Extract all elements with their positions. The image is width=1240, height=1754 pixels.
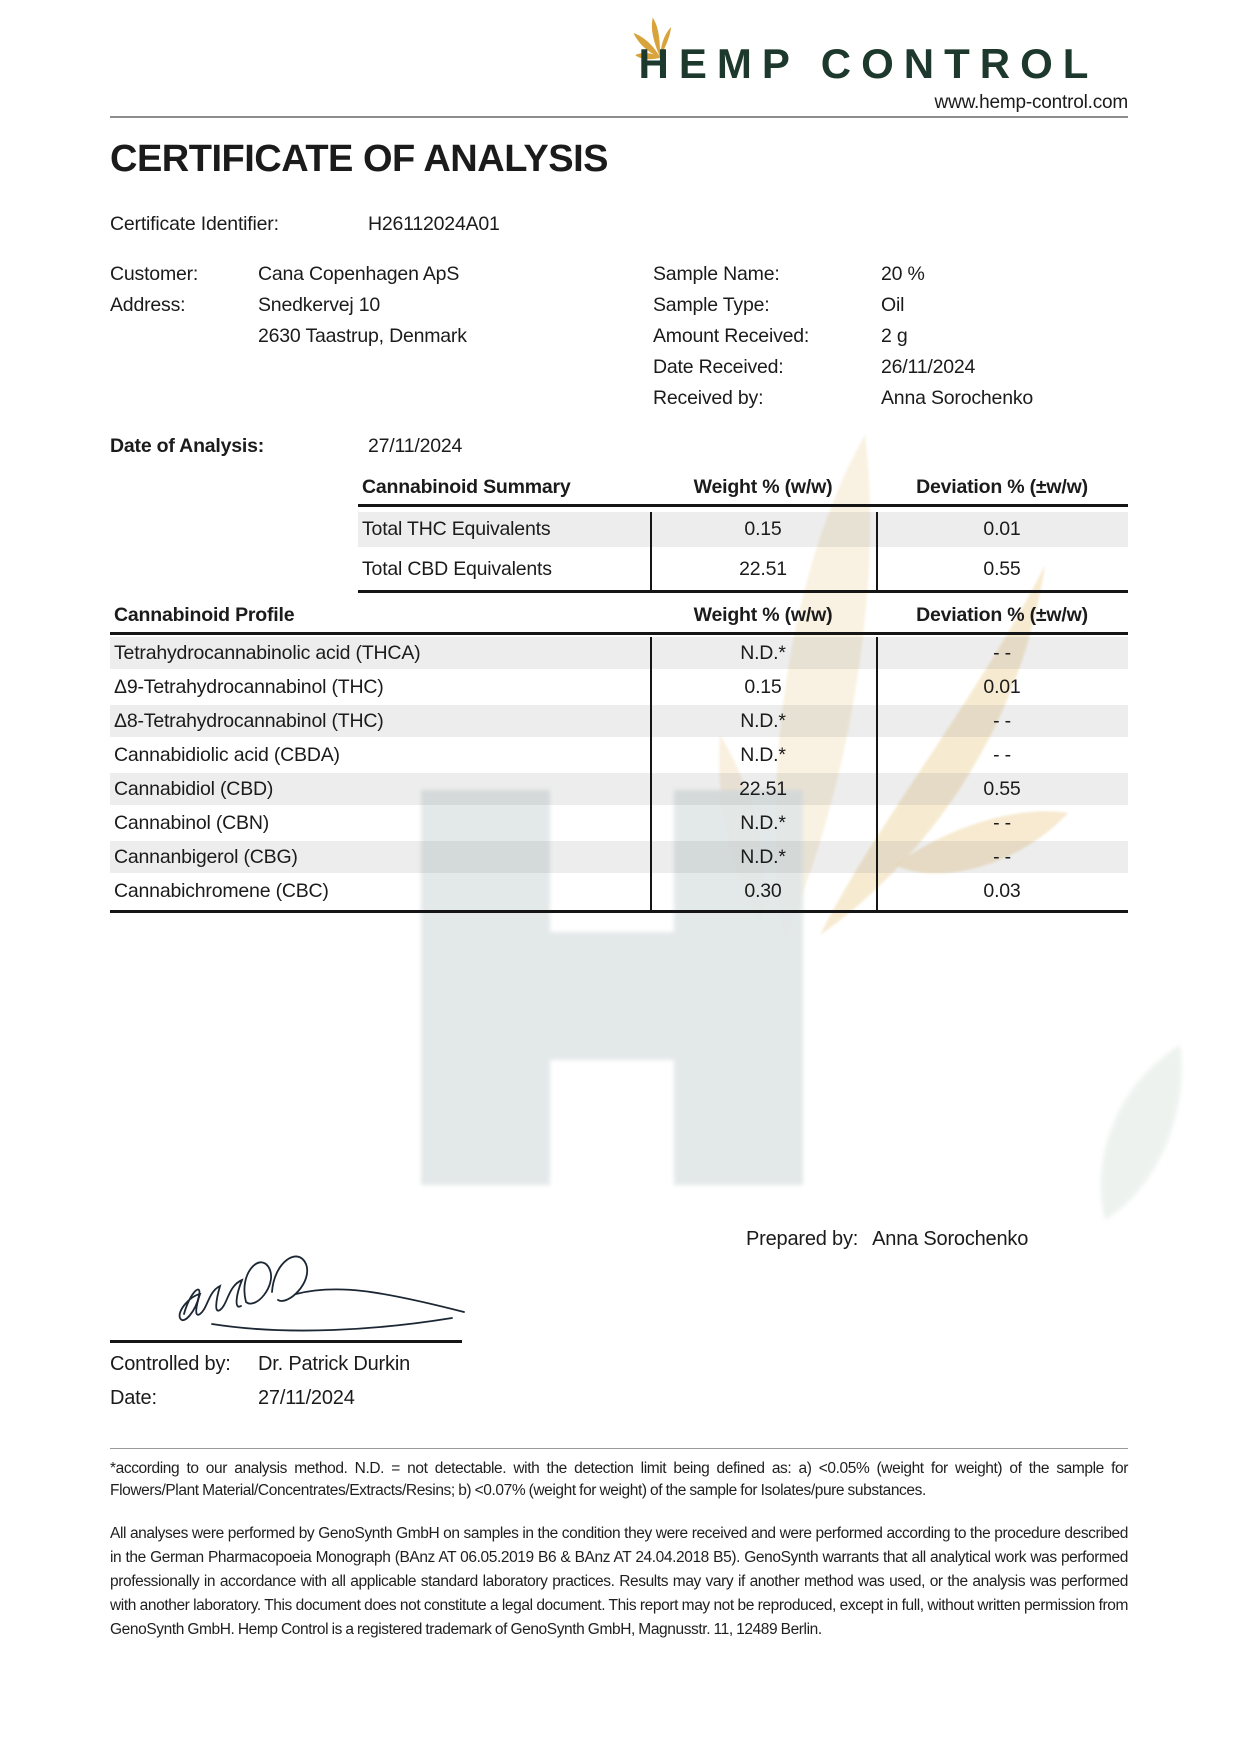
table-row (110, 773, 1128, 805)
certificate-id-value: H26112024A01 (368, 213, 500, 235)
row-deviation: 0.55 (983, 558, 1021, 580)
row-deviation: 0.03 (983, 880, 1021, 902)
profile-column-divider (650, 637, 652, 910)
summary-column-divider (650, 512, 652, 590)
customer-name: Cana Copenhagen ApS (258, 263, 460, 285)
analysis-date-label: Date of Analysis: (110, 435, 265, 457)
row-deviation: - - (993, 744, 1011, 766)
date-received-value: 26/11/2024 (881, 356, 976, 378)
header-divider (110, 116, 1128, 118)
row-deviation: 0.01 (983, 518, 1021, 540)
footnote-divider (110, 1448, 1128, 1449)
row-name: Cannabinol (CBN) (114, 812, 270, 834)
sample-type-label: Sample Type: (653, 294, 770, 316)
profile-header-name: Cannabinoid Profile (114, 604, 295, 626)
row-weight: 22.51 (739, 778, 787, 800)
date-received-label: Date Received: (653, 356, 784, 378)
row-name: Δ9-Tetrahydrocannabinol (THC) (114, 676, 384, 698)
table-row (110, 841, 1128, 873)
row-deviation: 0.01 (983, 676, 1021, 698)
profile-header-deviation: Deviation % (±w/w) (916, 604, 1088, 626)
detection-limit-footnote: *according to our analysis method. N.D. = not detectable. with the detection limit being defined as: a) <0.05% (weight for weight) of the sample for Flowers/Plant Material/Concentrates/Extracts/Resins; b) <0.07% (weight for weight) of the sample for Isolates/pure substances. (110, 1460, 1128, 1499)
table-row (110, 875, 1128, 907)
row-name: Cannanbigerol (CBG) (114, 846, 298, 868)
controlled-by-value: Dr. Patrick Durkin (258, 1353, 410, 1375)
received-by-label: Received by: (653, 387, 764, 409)
table-row (358, 552, 1128, 587)
row-deviation: - - (993, 846, 1011, 868)
amount-received-label: Amount Received: (653, 325, 810, 347)
table-row (110, 671, 1128, 703)
teal-leaf-watermark (1085, 1040, 1215, 1220)
prepared-by (746, 1228, 1042, 1251)
analysis-date-value: 27/11/2024 (368, 435, 463, 457)
row-name: Cannabidiolic acid (CBDA) (114, 744, 340, 766)
row-deviation: 0.55 (983, 778, 1021, 800)
row-name: Δ8-Tetrahydrocannabinol (THC) (114, 710, 384, 732)
prepared-by-value: Anna Sorochenko (872, 1228, 1029, 1250)
profile-header-row (110, 604, 1128, 635)
row-weight: N.D.* (740, 744, 786, 766)
row-weight: N.D.* (740, 846, 786, 868)
address-line2: 2630 Taastrup, Denmark (258, 325, 467, 347)
row-name: Tetrahydrocannabinolic acid (THCA) (114, 642, 421, 664)
summary-header-row (358, 476, 1128, 507)
row-weight: 22.51 (739, 558, 787, 580)
table-row (110, 637, 1128, 669)
cannabinoid-summary-table (358, 476, 1128, 593)
brand-logo: HEMP CONTROL (638, 40, 1099, 87)
row-weight: N.D.* (740, 642, 786, 664)
amount-received-value: 2 g (881, 325, 908, 347)
row-weight: N.D.* (740, 710, 786, 732)
row-weight: 0.15 (744, 518, 782, 540)
website-link[interactable]: www.hemp-control.com (934, 92, 1128, 113)
legal-disclaimer: All analyses were performed by GenoSynth GmbH on samples in the condition they were received and were performed according to the procedure described in the German Pharmacopoeia Monograph (BAnz AT 06.05.2019 B6 & BAnz AT 24.04.2018 B5). GenoSynth warrants that all analytical work was performed professionally in accordance with all applicable standard laboratory practices. Results may vary if another method was used, or the analysis was performed with another laboratory. This document does not constitute a legal document. This report may not be reproduced, except in full, without written permission from GenoSynth GmbH. Hemp Control is a registered trademark of GenoSynth GmbH, Magnusstr. 11, 12489 Berlin. (110, 1525, 1128, 1638)
row-name: Total CBD Equivalents (362, 558, 552, 580)
row-deviation: - - (993, 812, 1011, 834)
certificate-id-label: Certificate Identifier: (110, 213, 279, 235)
document-title: CERTIFICATE OF ANALYSIS (110, 138, 609, 180)
customer-label: Customer: (110, 263, 199, 285)
received-by-value: Anna Sorochenko (881, 387, 1034, 409)
summary-column-divider (876, 512, 878, 590)
row-name: Cannabidiol (CBD) (114, 778, 274, 800)
signoff-date-label: Date: (110, 1387, 157, 1409)
row-weight: N.D.* (740, 812, 786, 834)
controlled-by-label: Controlled by: (110, 1353, 231, 1375)
signature-line (110, 1340, 462, 1343)
summary-header-name: Cannabinoid Summary (362, 476, 571, 498)
table-row (110, 705, 1128, 737)
prepared-by-label: Prepared by: (746, 1228, 859, 1250)
row-weight: 0.30 (744, 880, 782, 902)
profile-header-weight: Weight % (w/w) (693, 604, 833, 626)
signature (168, 1240, 468, 1340)
address-label: Address: (110, 294, 186, 316)
row-deviation: - - (993, 710, 1011, 732)
row-deviation: - - (993, 642, 1011, 664)
summary-header-deviation: Deviation % (±w/w) (916, 476, 1088, 498)
table-row (110, 739, 1128, 771)
table-row (110, 807, 1128, 839)
row-name: Total THC Equivalents (362, 518, 551, 540)
summary-header-weight: Weight % (w/w) (693, 476, 833, 498)
sample-type-value: Oil (881, 294, 905, 316)
sample-name-label: Sample Name: (653, 263, 780, 285)
signoff-date-value: 27/11/2024 (258, 1387, 355, 1409)
row-name: Cannabichromene (CBC) (114, 880, 329, 902)
address-line1: Snedkervej 10 (258, 294, 381, 316)
table-row (358, 512, 1128, 547)
cannabinoid-profile-table (110, 604, 1128, 913)
profile-column-divider (876, 637, 878, 910)
row-weight: 0.15 (744, 676, 782, 698)
sample-name-value: 20 % (881, 263, 925, 285)
